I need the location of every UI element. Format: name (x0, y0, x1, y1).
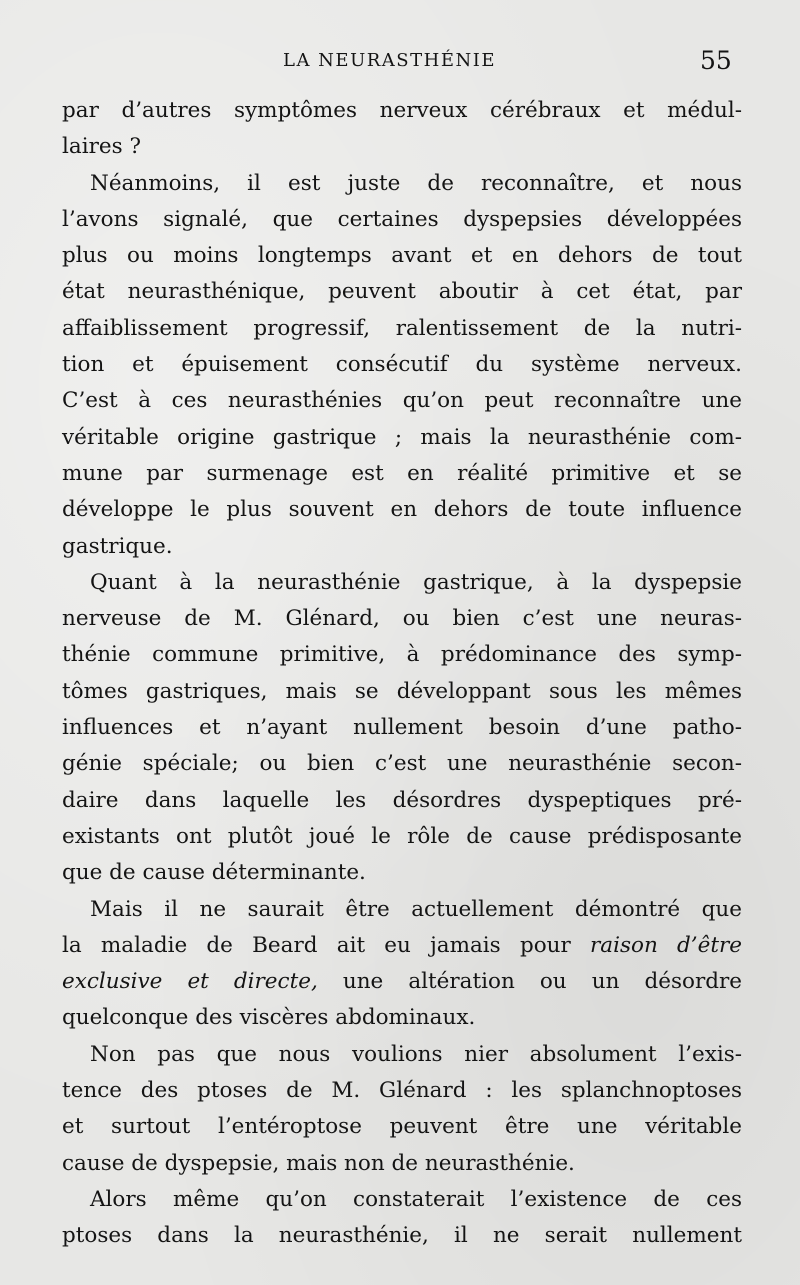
running-header (0, 46, 800, 82)
italic-phrase: raison d’être (590, 932, 743, 958)
text-line: existants ont plutôt joué le rôle de cause prédisposante (62, 823, 742, 849)
text-line: génie spéciale; ou bien c’est une neurasthénie secon- (62, 751, 742, 777)
paragraph-start-line: Quant à la neurasthénie gastrique, à la dyspepsie (90, 569, 742, 595)
paragraph-start-line: Alors même qu’on constaterait l’existence de ces (90, 1186, 742, 1212)
text-line: état neurasthénique, peuvent aboutir à cet état, par (62, 279, 742, 305)
body-text (62, 93, 742, 1255)
text-line: C’est à ces neurasthénies qu’on peut reconnaître une (62, 388, 742, 414)
text-line (62, 928, 742, 964)
text-line: l’avons signalé, que certaines dyspepsies développées (62, 206, 742, 232)
text-line: véritable origine gastrique ; mais la neurasthénie com- (62, 424, 742, 450)
text-line: plus ou moins longtemps avant et en dehors de tout (62, 243, 742, 269)
running-title: LA NEURASTHÉNIE (283, 50, 496, 71)
text-line: tion et épuisement consécutif du système nerveux. (62, 352, 742, 378)
text-segment: la maladie de Beard ait eu jamais pour (62, 932, 591, 958)
text-line: gastrique. (62, 533, 173, 559)
text-line: ptoses dans la neurasthénie, il ne serait nullement (62, 1223, 742, 1249)
text-line: daire dans laquelle les désordres dyspeptiques pré- (62, 787, 742, 813)
text-line: affaiblissement progressif, ralentissement de la nutri- (62, 315, 742, 341)
text-line (62, 964, 742, 1000)
paragraph-start-line: Non pas que nous voulions nier absolument l’exis- (90, 1041, 742, 1067)
text-line: laires ? (62, 134, 141, 160)
text-line: par d’autres symptômes nerveux cérébraux et médul- (62, 98, 742, 123)
paragraph-start-line: Mais il ne saurait être actuellement démontré que (90, 896, 742, 922)
text-line: développe le plus souvent en dehors de toute influence (62, 497, 742, 523)
text-segment: une altération ou un désordre (317, 969, 742, 995)
text-line: quelconque des viscères abdominaux. (62, 1005, 476, 1031)
text-line: et surtout l’entéroptose peuvent être une véritable (62, 1114, 742, 1140)
text-line: nerveuse de M. Glénard, ou bien c’est une neuras- (62, 606, 742, 632)
text-line: thénie commune primitive, à prédominance des symp- (62, 642, 742, 668)
text-line: tômes gastriques, mais se développant sous les mêmes (62, 678, 742, 704)
paragraph-start-line: Néanmoins, il est juste de reconnaître, et nous (90, 170, 742, 196)
text-line: cause de dyspepsie, mais non de neurasthénie. (62, 1150, 575, 1176)
text-line: mune par surmenage est en réalité primitive et se (62, 460, 742, 486)
text-line: tence des ptoses de M. Glénard : les splanchnoptoses (62, 1078, 742, 1104)
page-number: 55 (700, 46, 732, 75)
text-line: influences et n’ayant nullement besoin d’une patho- (62, 715, 742, 741)
italic-phrase: exclusive et directe, (62, 969, 318, 995)
text-line: que de cause déterminante. (62, 860, 366, 886)
